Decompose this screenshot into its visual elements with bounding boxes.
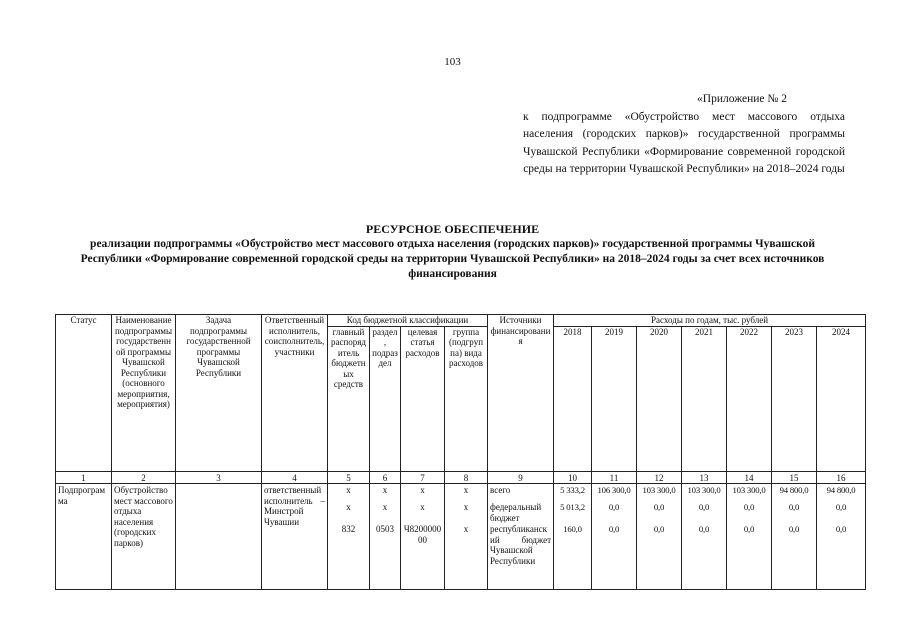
row-value: 0,0 — [682, 523, 727, 589]
header-code-main-manager: главный распорядитель бюджетных средств — [328, 326, 370, 471]
row-code: 832 — [328, 523, 370, 589]
column-number: 4 — [262, 471, 328, 484]
row-responsible: ответственный исполнитель – Минстрой Чувашии — [262, 484, 328, 590]
row-value: 94 800,0 — [817, 484, 866, 502]
page-number: 103 — [444, 56, 461, 68]
row-value: 0,0 — [592, 501, 637, 523]
header-sources: Источники финансирования — [488, 315, 554, 472]
header-status: Статус — [56, 315, 112, 472]
row-code: x — [401, 501, 445, 523]
row-code: Ч820000000 — [401, 523, 445, 589]
header-year: 2018 — [554, 326, 592, 471]
row-value: 0,0 — [637, 501, 682, 523]
header-task: Задача подпрограммы государственной программы Чувашской Республики — [176, 315, 262, 472]
row-value: 5 333,2 — [554, 484, 592, 502]
row-status: Подпрограмма — [56, 484, 112, 590]
row-source: республиканский бюджет Чувашской Республики — [488, 523, 554, 589]
column-number: 11 — [592, 471, 637, 484]
column-number: 2 — [112, 471, 176, 484]
row-source: федеральный бюджет — [488, 501, 554, 523]
column-number: 3 — [176, 471, 262, 484]
appendix-title: «Приложение № 2 — [697, 93, 787, 105]
header-responsible: Ответственный исполнитель, соисполнитель, участники — [262, 315, 328, 472]
row-value: 0,0 — [727, 523, 772, 589]
document-heading — [60, 221, 845, 282]
appendix-body: к подпрограмме «Обустройство мест массового отдыха населения (городских парков)» государственной программы Чувашской Республики «Формирование современной городской среды на территории Чувашской Республики» на 2018–2024 годы — [523, 110, 845, 175]
column-number: 13 — [682, 471, 727, 484]
row-value: 0,0 — [592, 523, 637, 589]
column-number: 7 — [401, 471, 445, 484]
row-value: 0,0 — [772, 501, 817, 523]
row-code: x — [370, 484, 401, 502]
column-number: 1 — [56, 471, 112, 484]
header-expenses: Расходы по годам, тыс. рублей — [554, 315, 866, 327]
row-value: 103 300,0 — [727, 484, 772, 502]
appendix-note — [523, 91, 845, 179]
column-numbers-row — [56, 471, 866, 484]
header-year: 2023 — [772, 326, 817, 471]
row-code: x — [445, 484, 488, 502]
header-year: 2022 — [727, 326, 772, 471]
header-code-target: целевая статья расходов — [401, 326, 445, 471]
column-number: 14 — [727, 471, 772, 484]
resource-table — [55, 314, 866, 590]
column-number: 8 — [445, 471, 488, 484]
row-value: 160,0 — [554, 523, 592, 589]
column-number: 5 — [328, 471, 370, 484]
header-code-section: раздел, подраздел — [370, 326, 401, 471]
row-name: Обустройство мест массового отдыха населения (городских парков) — [112, 484, 176, 590]
row-value: 103 300,0 — [682, 484, 727, 502]
row-value: 0,0 — [817, 523, 866, 589]
header-year: 2024 — [817, 326, 866, 471]
header-year: 2019 — [592, 326, 637, 471]
row-value: 106 300,0 — [592, 484, 637, 502]
row-code: x — [328, 501, 370, 523]
row-value: 0,0 — [817, 501, 866, 523]
header-budget-code: Код бюджетной классификации — [328, 315, 488, 327]
header-year: 2020 — [637, 326, 682, 471]
heading-subtitle: реализации подпрограммы «Обустройство мест массового отдыха населения (городских парков)» государственной программы Чувашской Республики «Формирование современной городской среды на территории Чувашской Республики» на 2018–2024 годы за счет всех источников финансирования — [80, 238, 825, 280]
column-number: 6 — [370, 471, 401, 484]
heading-title: РЕСУРСНОЕ ОБЕСПЕЧЕНИЕ — [365, 222, 540, 236]
header-name: Наименование подпрограммы государственной программы Чувашской Республики (основного мероприятия, мероприятия) — [112, 315, 176, 472]
row-value: 0,0 — [727, 501, 772, 523]
row-value: 0,0 — [682, 501, 727, 523]
row-code: x — [445, 523, 488, 589]
row-value: 103 300,0 — [637, 484, 682, 502]
row-code: x — [370, 501, 401, 523]
header-year: 2021 — [682, 326, 727, 471]
header-row — [56, 315, 866, 327]
column-number: 10 — [554, 471, 592, 484]
column-number: 16 — [817, 471, 866, 484]
row-code: x — [445, 501, 488, 523]
row-code: x — [328, 484, 370, 502]
row-value: 0,0 — [772, 523, 817, 589]
column-number: 15 — [772, 471, 817, 484]
row-source: всего — [488, 484, 554, 502]
table-row — [56, 484, 866, 502]
row-code: x — [401, 484, 445, 502]
row-task — [176, 484, 262, 590]
row-value: 94 800,0 — [772, 484, 817, 502]
row-code: 0503 — [370, 523, 401, 589]
row-value: 5 013,2 — [554, 501, 592, 523]
row-value: 0,0 — [637, 523, 682, 589]
column-number: 9 — [488, 471, 554, 484]
header-code-group: группа (подгруппа) вида расходов — [445, 326, 488, 471]
column-number: 12 — [637, 471, 682, 484]
